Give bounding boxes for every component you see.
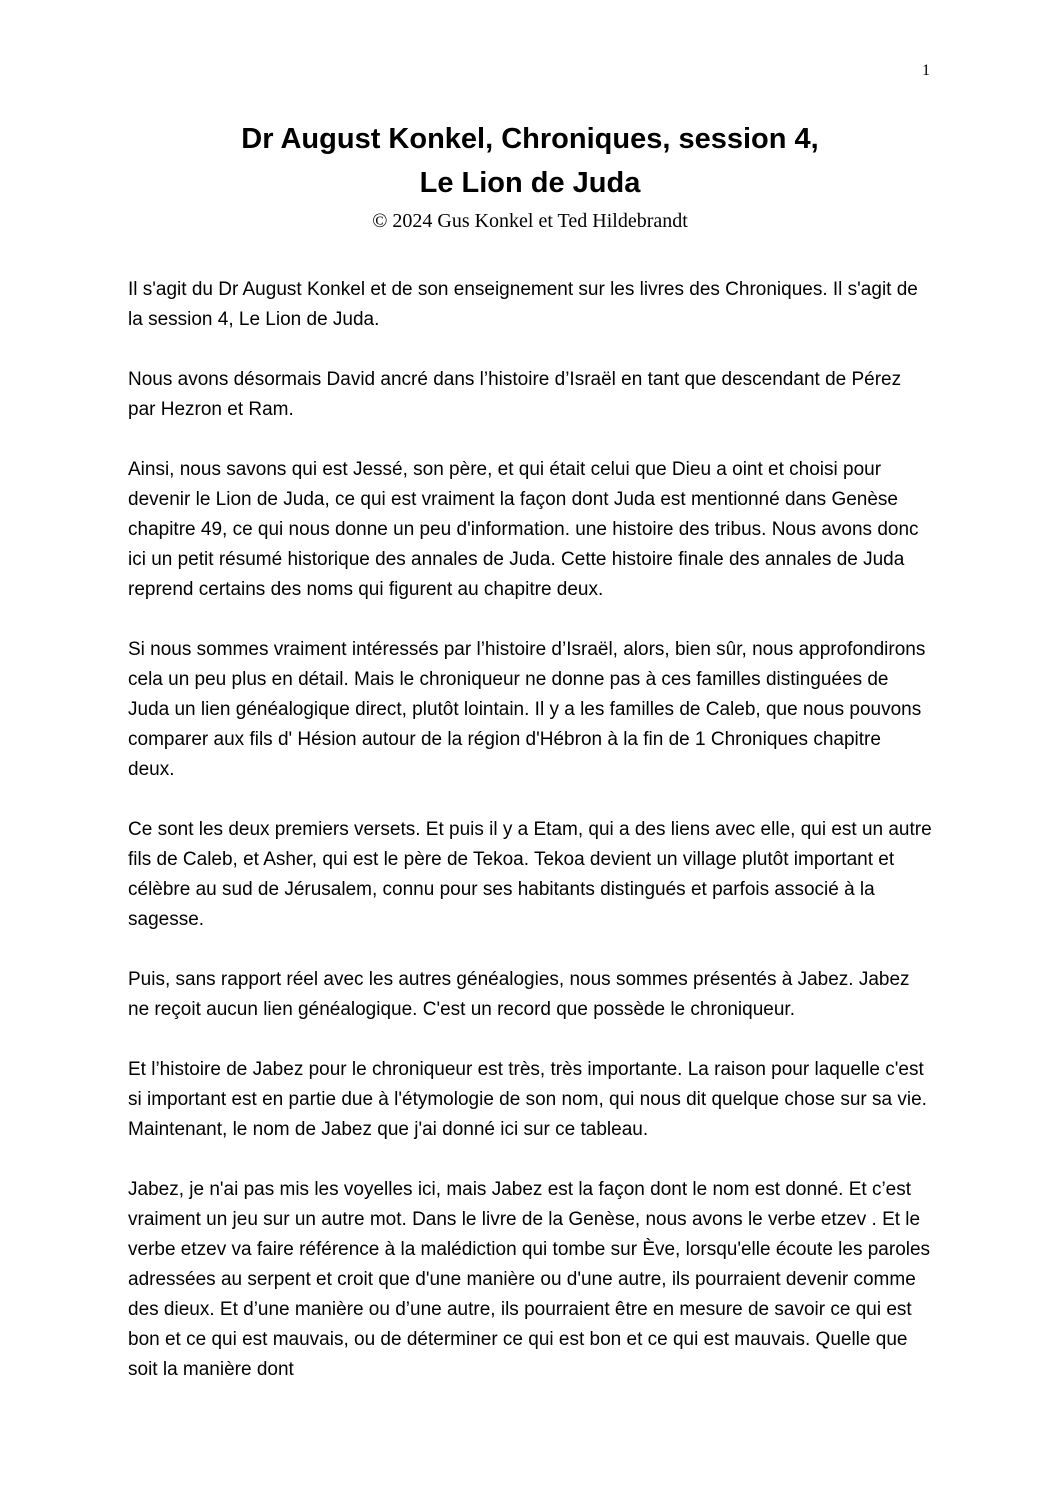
- paragraph: Jabez, je n'ai pas mis les voyelles ici, mais Jabez est la façon dont le nom est donné. Et c’est vraiment un jeu sur un autre mot. Dans le livre de la Genèse, nous avons le verbe etzev . Et le verbe etzev va faire référence à la malédiction qui tombe sur Ève, lorsqu'elle écoute les paroles adressées au serpent et croit que d'une manière ou d'une autre, ils pourraient devenir comme des dieux. Et d’une manière ou d’une autre, ils pourraient être en mesure de savoir ce qui est bon et ce qui est mauvais, ou de déterminer ce qui est bon et ce qui est mauvais. Quelle que soit la manière dont: [128, 1179, 931, 1380]
- paragraph: Il s'agit du Dr August Konkel et de son enseignement sur les livres des Chroniques. Il s'agit de la session 4, Le Lion de Juda.: [128, 279, 918, 330]
- title-line-1: Dr August Konkel, Chroniques, session 4,: [241, 123, 819, 155]
- paragraph: Puis, sans rapport réel avec les autres généalogies, nous sommes présentés à Jabez. Jabez ne reçoit aucun lien généalogique. C'est un record que possède le chroniqueur.: [128, 969, 910, 1020]
- paragraph: Ainsi, nous savons qui est Jessé, son père, et qui était celui que Dieu a oint et choisi pour devenir le Lion de Juda, ce qui est vraiment la façon dont Juda est mentionné dans Genèse chapitre 49, ce qui nous donne un peu d'information. une histoire des tribus. Nous avons donc ici un petit résumé historique des annales de Juda. Cette histoire finale des annales de Juda reprend certains des noms qui figurent au chapitre deux.: [128, 459, 919, 600]
- copyright-line: © 2024 Gus Konkel et Ted Hildebrandt: [372, 210, 688, 232]
- paragraph: Si nous sommes vraiment intéressés par l’histoire d’Israël, alors, bien sûr, nous approfondirons cela un peu plus en détail. Mais le chroniqueur ne donne pas à ces familles distinguées de Juda un lien généalogique direct, plutôt lointain. Il y a les familles de Caleb, que nous pouvons comparer aux fils d' Hésion autour de la région d'Hébron à la fin de 1 Chroniques chapitre deux.: [128, 639, 926, 780]
- paragraph: Et l’histoire de Jabez pour le chroniqueur est très, très importante. La raison pour laquelle c'est si important est en partie due à l'étymologie de son nom, qui nous dit quelque chose sur sa vie. Maintenant, le nom de Jabez que j'ai donné ici sur ce tableau.: [128, 1059, 927, 1140]
- document-body: [128, 275, 932, 1385]
- page-number: 1: [922, 62, 930, 79]
- paragraph: Nous avons désormais David ancré dans l’histoire d’Israël en tant que descendant de Pérez par Hezron et Ram.: [128, 369, 902, 420]
- document-title: [128, 117, 932, 205]
- paragraph: Ce sont les deux premiers versets. Et puis il y a Etam, qui a des liens avec elle, qui est un autre fils de Caleb, et Asher, qui est le père de Tekoa. Tekoa devient un village plutôt important et célèbre au sud de Jérusalem, connu pour ses habitants distingués et parfois associé à la sagesse.: [128, 819, 932, 930]
- title-line-2: Le Lion de Juda: [419, 167, 641, 199]
